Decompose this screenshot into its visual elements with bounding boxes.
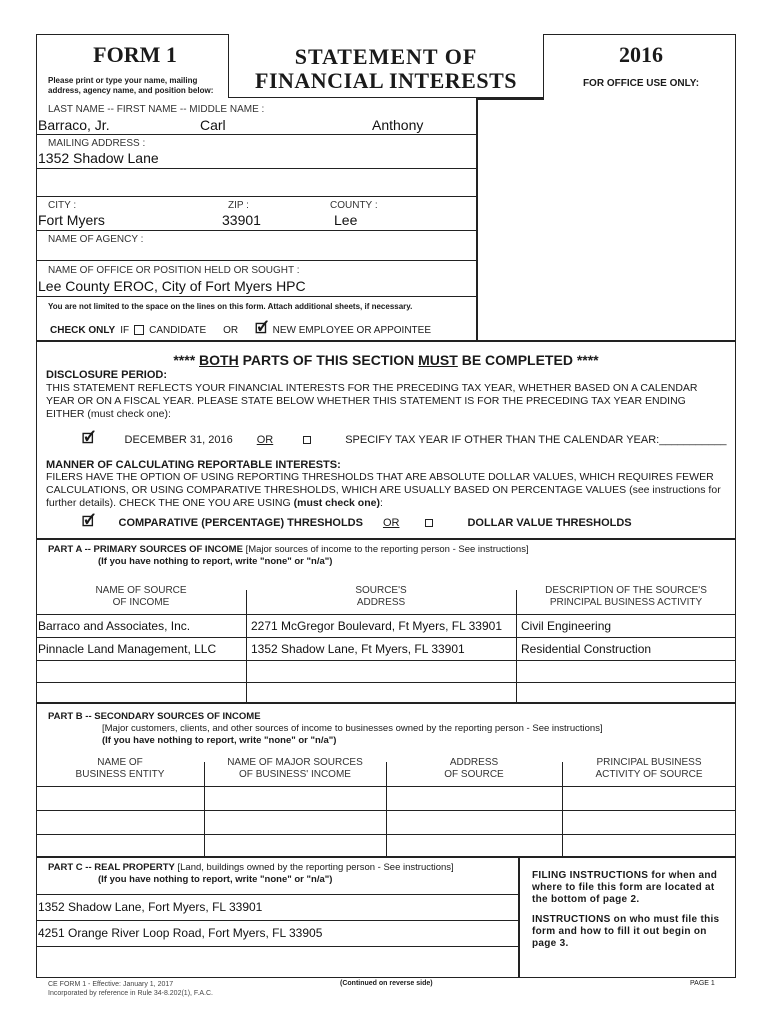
december-label: DECEMBER 31, 2016 (124, 434, 233, 446)
name-label: LAST NAME -- FIRST NAME -- MIDDLE NAME : (48, 104, 265, 115)
office-use-label: FOR OFFICE USE ONLY: (582, 78, 700, 89)
part-a-heading: PART A -- PRIMARY SOURCES OF INCOME [Major sources of income to the reporting person - See instructions] (If you have nothing to report, write "none" or "n/a") (48, 544, 529, 567)
candidate-check-row (50, 318, 431, 342)
part-b-col-entity: NAME OF BUSINESS ENTITY (75, 757, 165, 780)
city-field[interactable]: Fort Myers (38, 212, 105, 228)
first-name-field[interactable]: Carl (200, 117, 226, 133)
office-field[interactable]: Lee County EROC, City of Fort Myers HPC (38, 278, 306, 294)
dollar-label: DOLLAR VALUE THRESHOLDS (467, 517, 632, 529)
part-a-row1-activity[interactable]: Civil Engineering (521, 619, 612, 633)
form-year: 2016 (619, 42, 663, 67)
mailing-label: MAILING ADDRESS : (48, 138, 146, 149)
last-name-field[interactable]: Barraco, Jr. (38, 117, 110, 133)
page-title-line1: STATEMENT OF (294, 44, 478, 69)
manner-text: FILERS HAVE THE OPTION OF USING REPORTING THRESHOLDS THAT ARE ABSOLUTE DOLLAR VALUES, WHICH REQUIRES FEWER CALCULATIONS, OR USING COMPARATIVE THRESHOLDS, WHICH ARE USUALLY BASED ON PERCENTAGE VALUES (see instructions for further details). CHECK THE ONE YOU ARE USING (must check one): (46, 471, 721, 509)
zip-field[interactable]: 33901 (222, 212, 261, 228)
part-a-row1-address[interactable]: 2271 McGregor Boulevard, Ft Myers, FL 33901 (251, 619, 503, 633)
page-title-line2: FINANCIAL INTERESTS (255, 68, 517, 93)
part-c-row2[interactable]: 4251 Orange River Loop Road, Fort Myers, FL 33905 (38, 926, 323, 940)
comparative-checkbox[interactable]: 🗹 (82, 513, 95, 529)
new-employee-label: NEW EMPLOYEE OR APPOINTEE (272, 324, 432, 336)
specify-year-label: SPECIFY TAX YEAR IF OTHER THAN THE CALENDAR YEAR:___________ (345, 434, 727, 446)
office-label: NAME OF OFFICE OR POSITION HELD OR SOUGHT : (48, 265, 300, 276)
period-or-label: OR (256, 434, 274, 446)
part-b-col-address: ADDRESS OF SOURCE (444, 757, 504, 780)
filing-instructions: FILING INSTRUCTIONS for when and where to file this form are located at the bottom of page 2. (532, 870, 718, 905)
if-label: IF (120, 324, 130, 336)
threshold-options (82, 511, 632, 535)
period-heading: DISCLOSURE PERIOD: (46, 369, 168, 381)
city-label: CITY : (48, 200, 77, 211)
footer-continued: (Continued on reverse side) (340, 980, 433, 987)
both-parts-banner: **** BOTH PARTS OF THIS SECTION MUST BE COMPLETED **** (173, 352, 599, 368)
candidate-checkbox[interactable] (134, 325, 144, 335)
candidate-label: CANDIDATE (149, 324, 207, 336)
part-c-heading: PART C -- REAL PROPERTY [Land, buildings owned by the reporting person - See instructions] (If you have nothing to report, write "none" or "n/a") (48, 862, 454, 885)
print-instructions: Please print or type your name, mailing address, agency name, and position below: (48, 76, 214, 95)
period-text: THIS STATEMENT REFLECTS YOUR FINANCIAL INTERESTS FOR THE PRECEDING TAX YEAR, WHETHER BASED ON A CALENDAR YEAR OR ON A FISCAL YEAR. PLEASE STATE BELOW WHETHER THIS STATEMENT IS FOR THE PRECEDING TAX YEAR ENDING EITHER (must check one): (46, 382, 698, 420)
comparative-label: COMPARATIVE (PERCENTAGE) THRESHOLDS (118, 517, 363, 529)
december-checkbox[interactable]: 🗹 (82, 430, 95, 446)
part-b-col-activity: PRINCIPAL BUSINESS ACTIVITY OF SOURCE (595, 757, 703, 780)
or-label: OR (223, 324, 239, 336)
period-options (82, 428, 727, 452)
who-must-file: INSTRUCTIONS on who must file this form and how to fill it out begin on page 3. (532, 914, 720, 949)
dollar-checkbox[interactable] (425, 519, 433, 527)
county-label: COUNTY : (330, 200, 378, 211)
agency-label: NAME OF AGENCY : (48, 234, 144, 245)
filing-instructions-box (532, 870, 728, 950)
mailing-address-field[interactable]: 1352 Shadow Lane (38, 150, 159, 166)
not-limited-note: You are not limited to the space on the lines on this form. Attach additional sheets, if necessary. (48, 302, 413, 311)
part-a-col-address: SOURCE'S ADDRESS (355, 585, 407, 608)
new-employee-checkbox[interactable]: 🗹 (255, 320, 268, 336)
form-name: FORM 1 (93, 42, 177, 67)
zip-label: ZIP : (228, 200, 249, 211)
check-only-label: CHECK ONLY (50, 324, 116, 336)
footer-page: PAGE 1 (690, 980, 715, 987)
manner-heading: MANNER OF CALCULATING REPORTABLE INTERESTS: (46, 459, 341, 471)
threshold-or-label: OR (382, 517, 400, 529)
part-a-row1-name[interactable]: Barraco and Associates, Inc. (38, 619, 191, 633)
county-field[interactable]: Lee (334, 212, 358, 228)
part-a-row2-address[interactable]: 1352 Shadow Lane, Ft Myers, FL 33901 (251, 642, 465, 656)
part-a-row2-activity[interactable]: Residential Construction (521, 642, 652, 656)
part-b-col-sources: NAME OF MAJOR SOURCES OF BUSINESS' INCOME (227, 757, 363, 780)
part-a-col-activity: DESCRIPTION OF THE SOURCE'S PRINCIPAL BUSINESS ACTIVITY (545, 585, 707, 608)
specify-year-checkbox[interactable] (303, 436, 311, 444)
part-a-row2-name[interactable]: Pinnacle Land Management, LLC (38, 642, 217, 656)
middle-name-field[interactable]: Anthony (372, 117, 424, 133)
part-c-row1[interactable]: 1352 Shadow Lane, Fort Myers, FL 33901 (38, 900, 263, 914)
part-b-heading: PART B -- SECONDARY SOURCES OF INCOME [Major customers, clients, and other sources of income to businesses owned by the reporting person - See instructions] (If you have nothing to report, write "none" or "n/a") (48, 711, 603, 746)
footer-form-id: CE FORM 1 - Effective: January 1, 2017 Incorporated by reference in Rule 34-8.202(1), F.A.C. (48, 981, 213, 997)
part-a-col-name: NAME OF SOURCE OF INCOME (95, 585, 187, 608)
